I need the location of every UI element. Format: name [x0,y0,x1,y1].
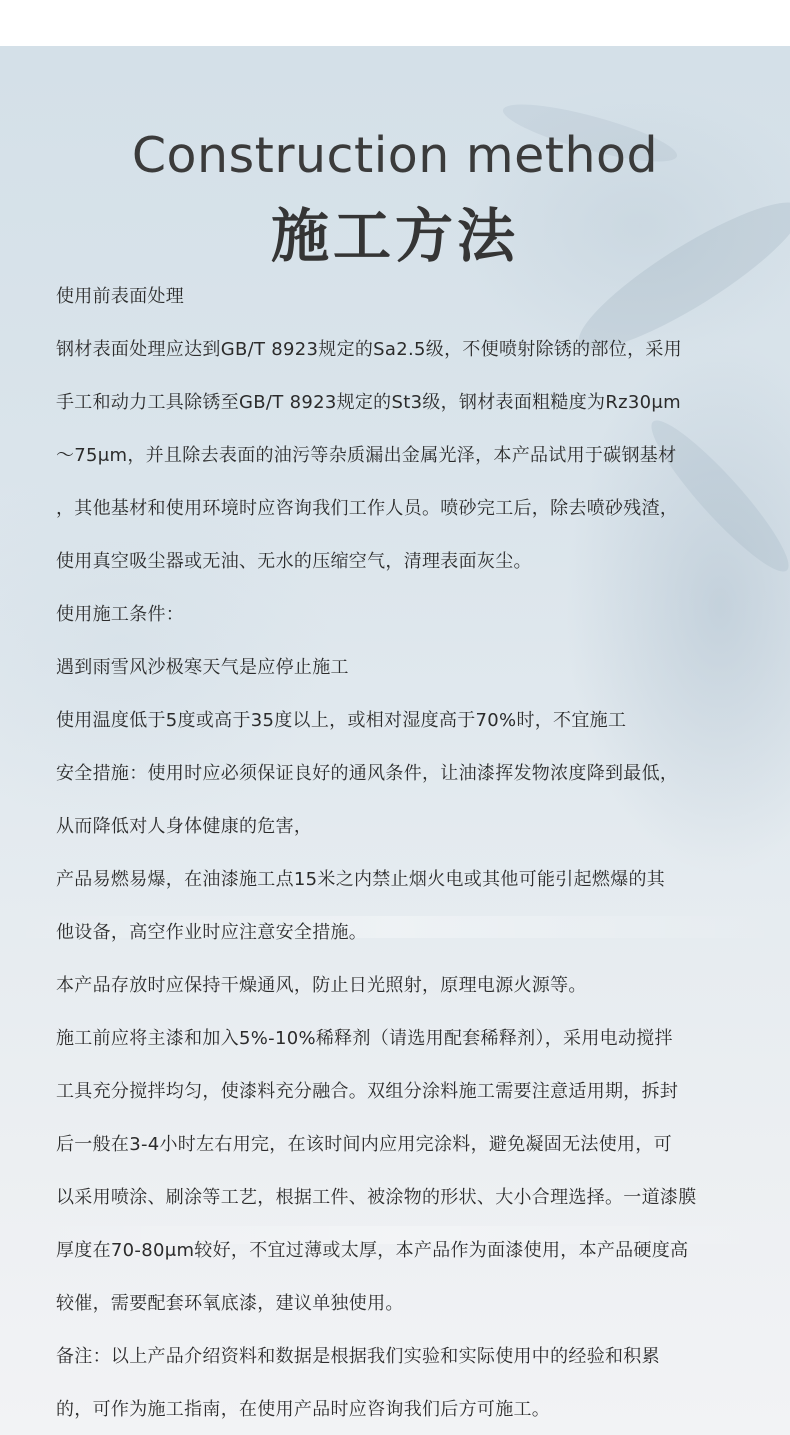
page-title-chinese: 施工方法 [270,202,519,270]
text-line: 从而降低对人身体健康的危害， [56,816,313,837]
text-line: 安全措施：使用时应必须保证良好的通风条件，让油漆挥发物浓度降到最低， [56,763,679,784]
text-line: 产品易燃易爆，在油漆施工点15米之内禁止烟火电或其他可能引起燃爆的其 [56,869,666,890]
text-line: 遇到雨雪风沙极寒天气是应停止施工 [56,657,349,678]
text-line: 本产品存放时应保持干燥通风，防止日光照射，原理电源火源等。 [56,975,587,996]
text-line: 施工前应将主漆和加入5%-10%稀释剂（请选用配套稀释剂），采用电动搅拌 [56,1028,673,1049]
text-line: 以采用喷涂、刷涂等工艺，根据工件、被涂物的形状、大小合理选择。一道漆膜 [56,1187,697,1208]
text-line: 较催，需要配套环氧底漆，建议单独使用。 [56,1293,404,1314]
instructions-body [56,274,746,1435]
text-line: ，其他基材和使用环境时应咨询我们工作人员。喷砂完工后，除去喷砂残渣， [56,498,679,519]
text-line: 使用施工条件： [56,604,185,625]
text-line: 使用真空吸尘器或无油、无水的压缩空气，清理表面灰尘。 [56,551,532,572]
text-line: 备注：以上产品介绍资料和数据是根据我们实验和实际使用中的经验和积累 [56,1346,660,1367]
text-line: 使用温度低于5度或高于35度以上，或相对湿度高于70%时，不宜施工 [56,710,627,731]
text-line: 的，可作为施工指南，在使用产品时应咨询我们后方可施工。 [56,1399,551,1420]
content-panel [0,46,790,1435]
text-line: 钢材表面处理应达到GB/T 8923规定的Sa2.5级，不便喷射除锈的部位，采用 [56,339,682,360]
text-line: ～75μm，并且除去表面的油污等杂质漏出金属光泽，本产品试用于碳钢基材 [56,445,677,466]
text-line: 使用前表面处理 [56,286,185,307]
text-line: 厚度在70-80μm较好，不宜过薄或太厚，本产品作为面漆使用，本产品硬度高 [56,1240,689,1261]
text-line: 他设备，高空作业时应注意安全措施。 [56,922,368,943]
text-line: 手工和动力工具除锈至GB/T 8923规定的St3级，钢材表面粗糙度为Rz30μm [56,392,681,413]
text-line: 后一般在3-4小时左右用完，在该时间内应用完涂料，避免凝固无法使用，可 [56,1134,672,1155]
page-title-english: Construction method [131,127,659,184]
text-line: 工具充分搅拌均匀，使漆料充分融合。双组分涂料施工需要注意适用期，拆封 [56,1081,679,1102]
